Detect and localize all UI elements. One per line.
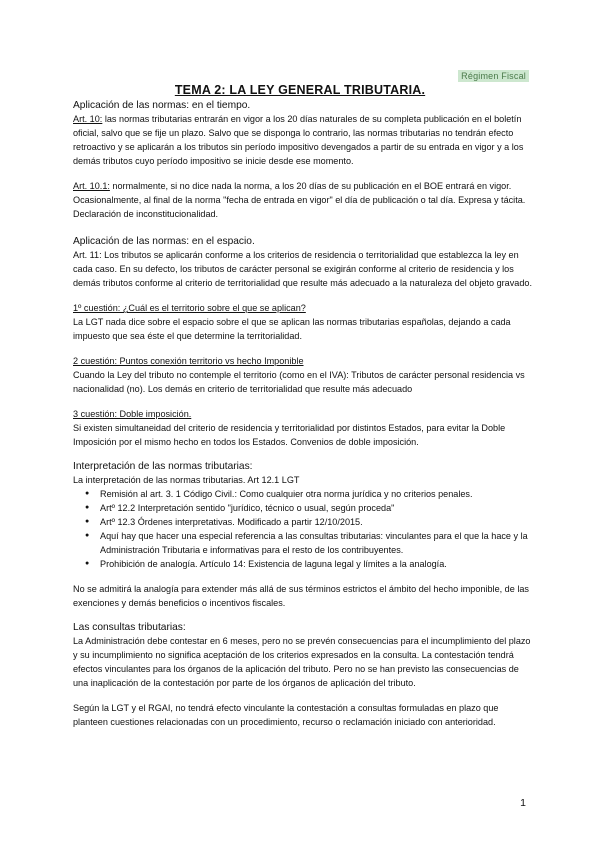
section-heading-time: Aplicación de las normas: en el tiempo. xyxy=(73,100,251,111)
question-1-text: La LGT nada dice sobre el espacio sobre el que se aplican las normas tributarias españolas, dejando a cada impuesto que sea éste el que determine la territorialidad. xyxy=(73,317,511,341)
question-2-text: Cuando la Ley del tributo no contemple el territorio (como en el IVA): Tributos de carácter personal residencia vs nacionalidad (no). Los demás en criterio de territorialidad que resulte más adecuado xyxy=(73,370,525,394)
consultas-paragraph-2: Según la LGT y el RGAI, no tendrá efecto vinculante la contestación a consultas formuladas en plazo que planteen cuestiones relacionadas con un procedimiento, recurso o reclamación iniciado con anterioridad. xyxy=(73,703,499,727)
art10-1-text: normalmente, si no dice nada la norma, a los 20 días de su publicación en el BOE entrará en vigor. Ocasionalmente, al final de la norma "fecha de entrada en vigor" el día de publicación o tal día. Expresa y tácita. Declaración de inconstitucionalidad. xyxy=(73,181,526,219)
page-title: TEMA 2: LA LEY GENERAL TRIBUTARIA. xyxy=(174,83,426,97)
list-item: ● Remisión al art. 3. 1 Código Civil.: Como cualquier otra norma jurídica y no criterios penales. xyxy=(91,487,533,501)
consultas-paragraph-1: La Administración debe contestar en 6 meses, pero no se prevén consecuencias para el incumplimiento del plazo y su incumplimiento no significa aceptación de los criterios expresados en la consulta. La contestación tendrá efectos vinculantes para los órganos de la aplicación del tributo. Pero no se han previsto las consecuencias de una inaplicación de la contestación por parte de los órganos de aplicación del tributo. xyxy=(73,636,531,688)
art10-text: las normas tributarias entrarán en vigor a los 20 días naturales de su completa publicación en el boletín oficial, salvo que se fije un plazo. Salvo que se disponga lo contrario, las normas tributarias no tendrán efecto retroactivo y se aplicarán a los tributos sin período impositivo devengados a partir de su entrada en vigor y a los demás tributos cuyo período impositivo se inicie desde ese momento. xyxy=(73,114,524,166)
section-heading-interpretation: Interpretación de las normas tributarias: xyxy=(73,461,253,472)
question-3-heading: 3 cuestión: Doble imposición. xyxy=(73,409,192,419)
art10-label: Art. 10: xyxy=(73,114,103,124)
art10-1-label: Art. 10.1: xyxy=(73,181,110,191)
paragraph-art11: Art. 11: Los tributos se aplicarán conforme a los criterios de residencia o territorialidad que establezca la ley en cada caso. En su defecto, los tributos de carácter personal se exigirán conforme al criterio de residencia y los demás tributos conforme al criterio de territorialidad que resulte más adecuado a la naturaleza del objeto gravado. xyxy=(73,250,532,288)
list-item: ● Aquí hay que hacer una especial referencia a las consultas tributarias: vinculantes para el que la hace y la Administración Tributaria e informativas para el resto de los contribuyentes. xyxy=(91,529,533,557)
list-item: ● Prohibición de analogía. Artículo 14: Existencia de laguna legal y límites a la analogía. xyxy=(91,557,533,571)
analogy-paragraph: No se admitirá la analogía para extender más allá de sus términos estrictos el ámbito del hecho imponible, de las exenciones y demás beneficios o incentivos fiscales. xyxy=(73,584,529,608)
list-item: ● Artº 12.3 Órdenes interpretativas. Modificado a partir 12/10/2015. xyxy=(91,515,533,529)
interpretation-intro: La interpretación de las normas tributarias. Art 12.1 LGT xyxy=(73,475,300,485)
paragraph-art10-1 xyxy=(73,179,533,221)
document-body xyxy=(73,99,533,729)
subject-tag: Régimen Fiscal xyxy=(458,70,529,82)
section-heading-space: Aplicación de las normas: en el espacio. xyxy=(73,236,255,247)
paragraph-art10 xyxy=(73,112,533,168)
page-number: 1 xyxy=(520,797,526,809)
question-2-heading: 2 cuestión: Puntos conexión territorio vs hecho Imponible xyxy=(73,356,304,366)
section-heading-consultas: Las consultas tributarias: xyxy=(73,622,186,633)
question-3-text: Si existen simultaneidad del criterio de residencia y territorialidad por distintos Estados, para evitar la Doble Imposición por el mismo hecho en todos los Estados. Convenios de doble imposición. xyxy=(73,423,506,447)
question-1-heading: 1º cuestión: ¿Cuál es el territorio sobre el que se aplican? xyxy=(73,303,306,313)
interpretation-list xyxy=(73,487,533,571)
list-item: ● Artº 12.2 Interpretación sentido "jurídico, técnico o usual, según proceda" xyxy=(91,501,533,515)
